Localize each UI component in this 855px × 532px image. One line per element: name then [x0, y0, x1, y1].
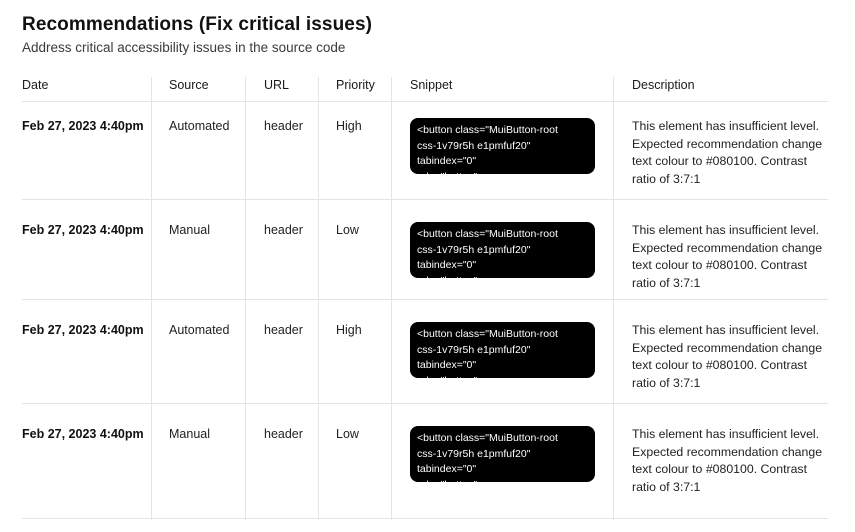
row-divider — [22, 518, 828, 519]
column-header-priority[interactable]: Priority — [336, 78, 375, 92]
row-url: header — [264, 323, 303, 337]
row-date: Feb 27, 2023 4:40pm — [22, 223, 144, 237]
row-divider — [22, 101, 828, 102]
row-description: This element has insufficient level. Expected recommendation change text colour to #080100. Contrast ratio of 3:7:1 — [632, 323, 823, 390]
page-title: Recommendations (Fix critical issues) — [22, 14, 373, 35]
column-header-date[interactable]: Date — [22, 78, 49, 92]
row-source: Manual — [169, 427, 210, 441]
row-description: This element has insufficient level. Expected recommendation change text colour to #080100. Contrast ratio of 3:7:1 — [632, 119, 823, 186]
code-snippet: <button class="MuiButton-root css-1v79r5h e1pmfuf20" tabindex="0" role="button"> — [410, 222, 595, 278]
row-date: Feb 27, 2023 4:40pm — [22, 119, 144, 133]
row-source: Automated — [169, 119, 230, 133]
row-source: Automated — [169, 323, 230, 337]
code-snippet: <button class="MuiButton-root css-1v79r5h e1pmfuf20" tabindex="0" role="button"> — [410, 322, 595, 378]
row-url: header — [264, 427, 303, 441]
row-description: This element has insufficient level. Expected recommendation change text colour to #080100. Contrast ratio of 3:7:1 — [632, 427, 823, 494]
row-description: This element has insufficient level. Expected recommendation change text colour to #080100. Contrast ratio of 3:7:1 — [632, 223, 823, 290]
page-subtitle: Address critical accessibility issues in the source code — [22, 40, 346, 55]
row-source: Manual — [169, 223, 210, 237]
row-url: header — [264, 223, 303, 237]
row-date: Feb 27, 2023 4:40pm — [22, 323, 144, 337]
column-header-description[interactable]: Description — [632, 78, 695, 92]
column-header-url[interactable]: URL — [264, 78, 290, 92]
row-divider — [22, 403, 828, 404]
row-url: header — [264, 119, 303, 133]
code-snippet: <button class="MuiButton-root css-1v79r5h e1pmfuf20" tabindex="0" role="button"> — [410, 118, 595, 174]
row-date: Feb 27, 2023 4:40pm — [22, 427, 144, 441]
column-header-source[interactable]: Source — [169, 78, 209, 92]
row-divider — [22, 299, 828, 300]
row-priority: Low — [336, 427, 359, 441]
row-priority: High — [336, 119, 362, 133]
column-header-snippet[interactable]: Snippet — [410, 78, 453, 92]
row-priority: High — [336, 323, 362, 337]
row-priority: Low — [336, 223, 359, 237]
row-divider — [22, 199, 828, 200]
code-snippet: <button class="MuiButton-root css-1v79r5h e1pmfuf20" tabindex="0" role="button"> — [410, 426, 595, 482]
